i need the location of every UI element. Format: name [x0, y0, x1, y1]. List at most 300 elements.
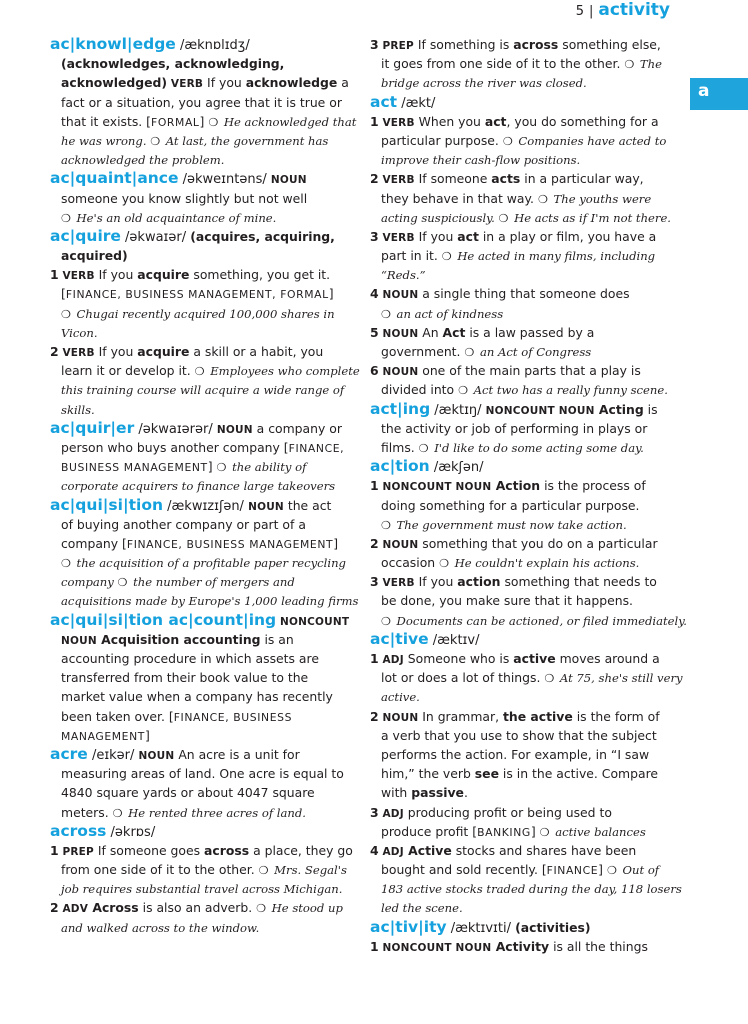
entry-line: [50, 457, 362, 476]
definition-text: occasion: [381, 555, 440, 571]
grammar-label: VERB: [378, 174, 415, 187]
grammar-label: NOUN: [378, 289, 419, 302]
entry-line: [50, 591, 362, 610]
bold-text: act: [484, 113, 507, 129]
header-divider: |: [588, 4, 594, 19]
entry-headline: [370, 400, 682, 419]
definition-text: with: [381, 785, 412, 801]
definition-text: [: [61, 286, 66, 302]
example-text: “Reds.”: [381, 268, 426, 283]
entry-line: [50, 726, 362, 745]
register-label: FINANCE, BUSINESS MANAGEMENT: [126, 537, 334, 551]
example-bullet-icon: ❍: [61, 557, 71, 571]
pronunciation: /eɪkər/: [87, 747, 139, 763]
example-bullet-icon: ❍: [256, 902, 266, 916]
entry-line: [50, 707, 362, 726]
headword: acre: [50, 744, 88, 763]
entry-line: [370, 284, 682, 303]
thumb-index-tab[interactable]: [690, 78, 748, 110]
grammar-label: NONCOUNT NOUN: [485, 404, 595, 417]
definition-text: .: [463, 785, 468, 801]
definition-text: something, you get it.: [189, 267, 331, 283]
example-text: bridge across the river was closed.: [381, 76, 587, 91]
bold-text: 2: [50, 900, 59, 916]
entry-line: [370, 323, 682, 342]
pronunciation: /əkwaɪərər/: [134, 421, 217, 437]
definition-text: If you: [94, 267, 138, 283]
definition-text: is a law passed by a: [465, 324, 595, 340]
entry-headline: [50, 227, 362, 246]
example-text: 183 active stocks traded during the day, 118 losers: [381, 882, 682, 897]
definition-text: a company or: [252, 420, 342, 436]
grammar-label: NOUN: [248, 500, 284, 513]
register-label: FINANCE, BUSINESS MANAGEMENT, FORMAL: [65, 288, 329, 302]
definition-text: part in it.: [381, 248, 442, 264]
entry-line: [50, 860, 362, 879]
entry-headline: [50, 169, 362, 188]
definition-text: a skill or a habit, you: [189, 344, 324, 359]
example-bullet-icon: ❍: [544, 672, 555, 686]
bold-text: 4: [370, 842, 379, 858]
example-text: acquisitions made by Europe's 1,000 leading firms: [61, 594, 359, 609]
bold-text: 2: [370, 535, 379, 551]
definition-text: is all the things: [549, 938, 648, 954]
grammar-label: NOUN: [61, 634, 97, 647]
example-text: Out of: [618, 863, 660, 878]
example-text: acting suspiciously.: [381, 210, 499, 225]
page-number: 5: [575, 4, 584, 19]
bold-text: (acknowledges, acknowledging,: [61, 56, 285, 72]
example-text: active.: [381, 690, 420, 705]
definition-text: company [: [61, 535, 127, 551]
bold-text: (activities): [515, 919, 591, 935]
example-text: The youths were: [549, 191, 652, 206]
example-text: He rented three acres of land.: [124, 805, 306, 820]
bold-text: acquire: [137, 267, 190, 283]
entry-line: [50, 879, 362, 898]
right-column: [370, 35, 687, 956]
definition-text: When you: [414, 113, 485, 129]
bold-text: act: [457, 228, 479, 244]
entry-line: [370, 783, 682, 802]
bold-text: see: [474, 766, 499, 782]
definition-text: If something is: [413, 37, 514, 52]
example-text: this training course will acquire a wide range of: [61, 383, 345, 398]
example-bullet-icon: ❍: [537, 192, 548, 206]
entry-line: [50, 342, 362, 361]
bold-text: across: [204, 842, 250, 858]
example-text: I'd like to do some acting some day.: [430, 440, 644, 455]
entry-line: [50, 400, 362, 419]
example-bullet-icon: ❍: [502, 134, 513, 148]
entry-line: [50, 131, 362, 150]
definition-text: it goes from one side of it to the other.: [381, 56, 625, 72]
example-bullet-icon: ❍: [61, 307, 71, 321]
grammar-label: NOUN: [138, 749, 175, 762]
headword: ac|qui|si|tion: [50, 495, 164, 514]
register-label: FINANCE,: [288, 441, 345, 455]
grammar-label: VERB: [378, 231, 415, 244]
example-bullet-icon: ❍: [381, 614, 391, 628]
example-text: Documents can be actioned, or filed immediately.: [392, 613, 687, 628]
bold-text: 1: [50, 267, 59, 283]
entry-line: [50, 630, 362, 649]
bold-text: 2: [50, 344, 59, 359]
grammar-label: NOUN: [378, 711, 419, 724]
entry-line: [370, 668, 682, 687]
example-text: At 75, she's still very: [556, 671, 683, 686]
definition-text: particular purpose.: [381, 132, 503, 148]
example-text: Chugai recently acquired 100,000 shares in: [72, 306, 335, 321]
bold-text: 3: [370, 37, 379, 52]
definition-text: If you: [414, 228, 458, 244]
entry-line: [50, 380, 362, 399]
entry-line: [370, 112, 682, 131]
definition-text: been taken over. [: [61, 708, 174, 724]
entry-line: [50, 284, 362, 303]
example-text: Vicon.: [61, 325, 98, 340]
definition-text: divided into: [381, 382, 459, 398]
entry-line: [50, 534, 362, 553]
bold-text: 3: [370, 804, 379, 820]
example-text: He's an old acquaintance of mine.: [72, 210, 277, 225]
headword: across: [50, 821, 107, 840]
bold-text: acknowledge: [245, 75, 338, 91]
entry-headline: [370, 918, 682, 937]
entry-line: [370, 726, 682, 745]
definition-text: meters.: [61, 804, 113, 820]
entry-line: [370, 764, 682, 783]
example-bullet-icon: ❍: [216, 461, 227, 475]
entry-line: [370, 591, 682, 610]
entry-line: [370, 898, 682, 917]
definition-text: from one side of it to the other.: [61, 862, 259, 878]
bold-text: active: [513, 651, 556, 666]
grammar-label: ADJ: [378, 654, 404, 666]
entry-line: [370, 515, 682, 534]
example-text: and walked across to the window.: [61, 920, 260, 935]
entry-line: [370, 54, 682, 73]
grammar-label: NONCOUNT NOUN: [378, 941, 492, 954]
definition-text: something that needs to: [500, 574, 657, 590]
example-bullet-icon: ❍: [381, 307, 391, 321]
grammar-label: NOUN: [378, 366, 419, 379]
bold-text: 3: [370, 228, 379, 244]
entry-line: [370, 265, 682, 284]
definition-text: market value when a company has recently: [61, 689, 333, 705]
entry-line: [50, 361, 362, 380]
entry-line: [370, 208, 682, 227]
thumb-index-letter: a: [698, 81, 710, 101]
example-bullet-icon: ❍: [458, 384, 468, 398]
entry-line: [50, 803, 362, 822]
entry-line: [50, 189, 362, 208]
headword: ac|qui|si|tion ac|count|ing: [50, 610, 277, 629]
headword: act: [370, 92, 398, 111]
entry-line: [370, 707, 682, 726]
example-text: At last, the government has: [162, 133, 329, 148]
entry-line: [50, 476, 362, 495]
definition-text: someone you know slightly but not well: [61, 190, 308, 206]
example-bullet-icon: ❍: [539, 825, 550, 839]
definition-text: person who buys another company [: [61, 439, 289, 455]
entry-line: [50, 246, 362, 265]
entry-line: [370, 227, 682, 246]
example-bullet-icon: ❍: [381, 518, 391, 532]
definition-text: If someone goes: [93, 842, 205, 858]
entry-line: [370, 419, 682, 438]
bold-text: Act: [442, 324, 466, 340]
bold-text: action: [457, 574, 501, 590]
pronunciation: /ækʃən/: [429, 460, 484, 476]
bold-text: 3: [370, 574, 379, 590]
definition-text: the act: [283, 497, 332, 513]
entry-line: [370, 169, 682, 188]
entry-line: [370, 803, 682, 822]
definition-text: is the form of: [572, 708, 660, 724]
entry-line: [370, 553, 682, 572]
definition-text: the activity or job of performing in plays or: [381, 420, 648, 436]
register-label: BANKING: [477, 825, 531, 839]
register-label: MANAGEMENT: [61, 729, 145, 743]
example-bullet-icon: ❍: [117, 576, 128, 590]
definition-text: is also an adverb.: [138, 900, 257, 916]
entry-line: [50, 73, 362, 92]
entry-line: [370, 841, 682, 860]
bold-text: (acquires, acquiring,: [190, 228, 335, 244]
entry-line: [370, 304, 682, 323]
grammar-label: VERB: [378, 116, 415, 129]
definition-text: If someone: [414, 171, 492, 187]
entry-line: [370, 342, 682, 361]
pronunciation: /æktɪŋ/: [430, 402, 486, 418]
entry-line: [370, 35, 682, 54]
definition-text: a: [337, 75, 349, 91]
grammar-label: VERB: [378, 577, 415, 590]
definition-text: performs the action. For example, in “I saw: [381, 746, 650, 762]
example-text: active balances: [551, 824, 646, 839]
example-text: the ability of: [228, 460, 307, 475]
entry-line: [50, 438, 362, 457]
bold-text: 1: [50, 842, 59, 858]
definition-text: ]: [333, 535, 339, 551]
definition-text: ]: [598, 862, 607, 878]
definition-text: of buying another company or part of a: [61, 516, 306, 532]
headword: ac|tive: [370, 629, 429, 648]
definition-text: ]: [207, 459, 217, 475]
headword: ac|quir|er: [50, 418, 135, 437]
bold-text: passive: [411, 785, 464, 801]
running-head: activity: [598, 0, 670, 20]
register-label: BUSINESS MANAGEMENT: [61, 461, 208, 475]
example-text: skills.: [61, 402, 95, 417]
pronunciation: /æknɒlɪdʒ/: [175, 38, 250, 53]
entry-line: [370, 822, 682, 841]
grammar-label: PREP: [58, 845, 94, 858]
example-text: job requires substantial travel across Michigan.: [61, 882, 343, 897]
definition-text: is in the active. Compare: [498, 766, 659, 782]
entry-headline: [370, 630, 682, 649]
page-header: [576, 0, 670, 24]
definition-text: is the process of: [540, 478, 646, 494]
bold-text: Activity: [491, 938, 550, 954]
entry-line: [50, 553, 362, 572]
definition-text: measuring areas of land. One acre is equal to: [61, 766, 344, 782]
definition-text: If you: [414, 574, 458, 590]
entry-line: [50, 54, 362, 73]
definition-text: something else,: [558, 37, 661, 52]
grammar-label: ADJ: [378, 845, 404, 858]
pronunciation: /əkrɒs/: [106, 824, 156, 840]
example-text: He acted in many films, including: [453, 249, 656, 264]
entry-line: [370, 246, 682, 265]
grammar-label: VERB: [58, 270, 95, 283]
entry-line: [370, 189, 682, 208]
entry-line: [370, 937, 682, 956]
grammar-label: NOUN: [216, 423, 253, 436]
headword: ac|tion: [370, 457, 430, 476]
definition-text: a verb that you use to show that the subject: [381, 727, 657, 743]
entry-line: [50, 649, 362, 668]
definition-text: transferred from their book value to the: [61, 670, 309, 686]
definition-text: producing profit or being used to: [403, 804, 612, 820]
pronunciation: /æktɪv/: [428, 632, 480, 648]
bold-text: across: [513, 37, 559, 52]
example-text: company: [61, 575, 118, 590]
entry-line: [50, 898, 362, 917]
entry-headline: [50, 822, 362, 841]
example-text: the number of mergers and: [129, 575, 295, 590]
definition-text: they behave in that way.: [381, 190, 538, 206]
definition-text: stocks and shares have been: [451, 842, 637, 858]
example-text: The: [636, 57, 662, 72]
bold-text: 2: [370, 708, 379, 724]
example-text: He stood up: [267, 901, 343, 916]
entry-line: [370, 534, 682, 553]
example-text: an Act of Congress: [476, 345, 592, 359]
entry-line: [50, 918, 362, 937]
definition-text: An: [418, 324, 443, 340]
bold-text: Acting: [594, 401, 644, 417]
register-label: FORMAL: [151, 115, 200, 129]
definition-text: that it exists. [: [61, 113, 152, 129]
grammar-label: VERB: [58, 347, 95, 359]
entry-line: [370, 380, 682, 399]
grammar-label: ADJ: [378, 807, 404, 820]
bold-text: the active: [502, 708, 573, 724]
definition-text: is: [643, 401, 658, 417]
grammar-label: NONCOUNT: [276, 615, 350, 628]
example-text: he was wrong.: [61, 133, 151, 148]
example-text: He couldn't explain his actions.: [450, 556, 640, 571]
example-bullet-icon: ❍: [194, 365, 205, 379]
bold-text: acts: [491, 171, 521, 187]
entry-line: [50, 572, 362, 591]
definition-text: In grammar,: [418, 708, 503, 724]
example-text: the acquisition of a profitable paper recycling: [72, 556, 346, 571]
bold-text: Across: [88, 900, 139, 916]
entry-line: [370, 611, 687, 630]
example-bullet-icon: ❍: [112, 806, 123, 820]
bold-text: Acquisition accounting: [96, 631, 261, 647]
entry-line: [50, 841, 362, 860]
pronunciation: /ækt/: [397, 95, 436, 111]
grammar-label: NOUN: [378, 538, 419, 551]
definition-text: moves around a: [555, 651, 660, 666]
entry-headline: [50, 419, 362, 438]
example-text: The government must now take action.: [392, 517, 627, 532]
definition-text: doing something for a particular purpose.: [381, 497, 640, 513]
headword: act|ing: [370, 399, 431, 418]
entry-headline: [50, 745, 362, 764]
definition-text: lot or does a lot of things.: [381, 670, 545, 686]
bold-text: 6: [370, 363, 379, 379]
definition-text: , you do something for a: [506, 113, 659, 129]
grammar-label: ADV: [58, 903, 89, 916]
bold-text: 1: [370, 651, 379, 666]
definition-text: a single thing that someone does: [418, 286, 630, 302]
headword: ac|knowl|edge: [50, 35, 176, 53]
example-bullet-icon: ❍: [441, 250, 452, 264]
example-bullet-icon: ❍: [439, 557, 449, 571]
example-bullet-icon: ❍: [624, 58, 635, 72]
entry-headline: [370, 93, 682, 112]
bold-text: Action: [491, 478, 541, 494]
grammar-label: NOUN: [270, 174, 307, 187]
entry-headline: [50, 496, 362, 515]
definition-text: accounting procedure in which assets are: [61, 651, 319, 666]
definition-text: An acre is a unit for: [174, 746, 300, 762]
definition-text: If you: [203, 75, 246, 91]
grammar-label: PREP: [378, 40, 414, 52]
entry-line: [50, 150, 362, 169]
definition-text: learn it or develop it.: [61, 363, 195, 379]
definition-text: be done, you make sure that it happens.: [381, 593, 633, 609]
entry-headline: [50, 35, 362, 54]
entry-line: [370, 438, 682, 457]
entry-line: [370, 73, 682, 92]
pronunciation: /ækwɪzɪʃən/: [163, 498, 249, 514]
definition-text: a place, they go: [249, 842, 353, 858]
entry-line: [370, 687, 682, 706]
register-label: FINANCE: [546, 864, 599, 878]
entry-line: [50, 764, 362, 783]
example-text: improve their cash-flow positions.: [381, 153, 581, 168]
example-bullet-icon: ❍: [258, 864, 269, 878]
definition-text: fact or a situation, you agree that it is true or: [61, 94, 342, 110]
definition-text: one of the main parts that a play is: [418, 363, 641, 379]
entry-line: [370, 745, 682, 764]
entry-headline: [370, 457, 682, 476]
entry-line: [50, 668, 362, 687]
bold-text: 2: [370, 171, 379, 187]
definition-text: 4840 square yards or about 4047 square: [61, 785, 315, 801]
example-text: Companies have acted to: [514, 133, 667, 148]
definition-text: something that you do on a particular: [418, 535, 658, 551]
grammar-label: NOUN: [378, 327, 419, 340]
entry-line: [370, 476, 682, 495]
example-bullet-icon: ❍: [208, 115, 219, 129]
entry-line: [50, 208, 362, 227]
definition-text: in a particular way,: [520, 171, 644, 187]
entry-line: [50, 687, 362, 706]
definition-text: government.: [381, 344, 465, 359]
entry-line: [370, 150, 682, 169]
grammar-label: VERB: [167, 78, 204, 91]
example-text: Act two has a really funny scene.: [469, 383, 668, 398]
pronunciation: /æktɪvɪti/: [446, 920, 516, 936]
example-text: He acknowledged that: [220, 114, 357, 129]
